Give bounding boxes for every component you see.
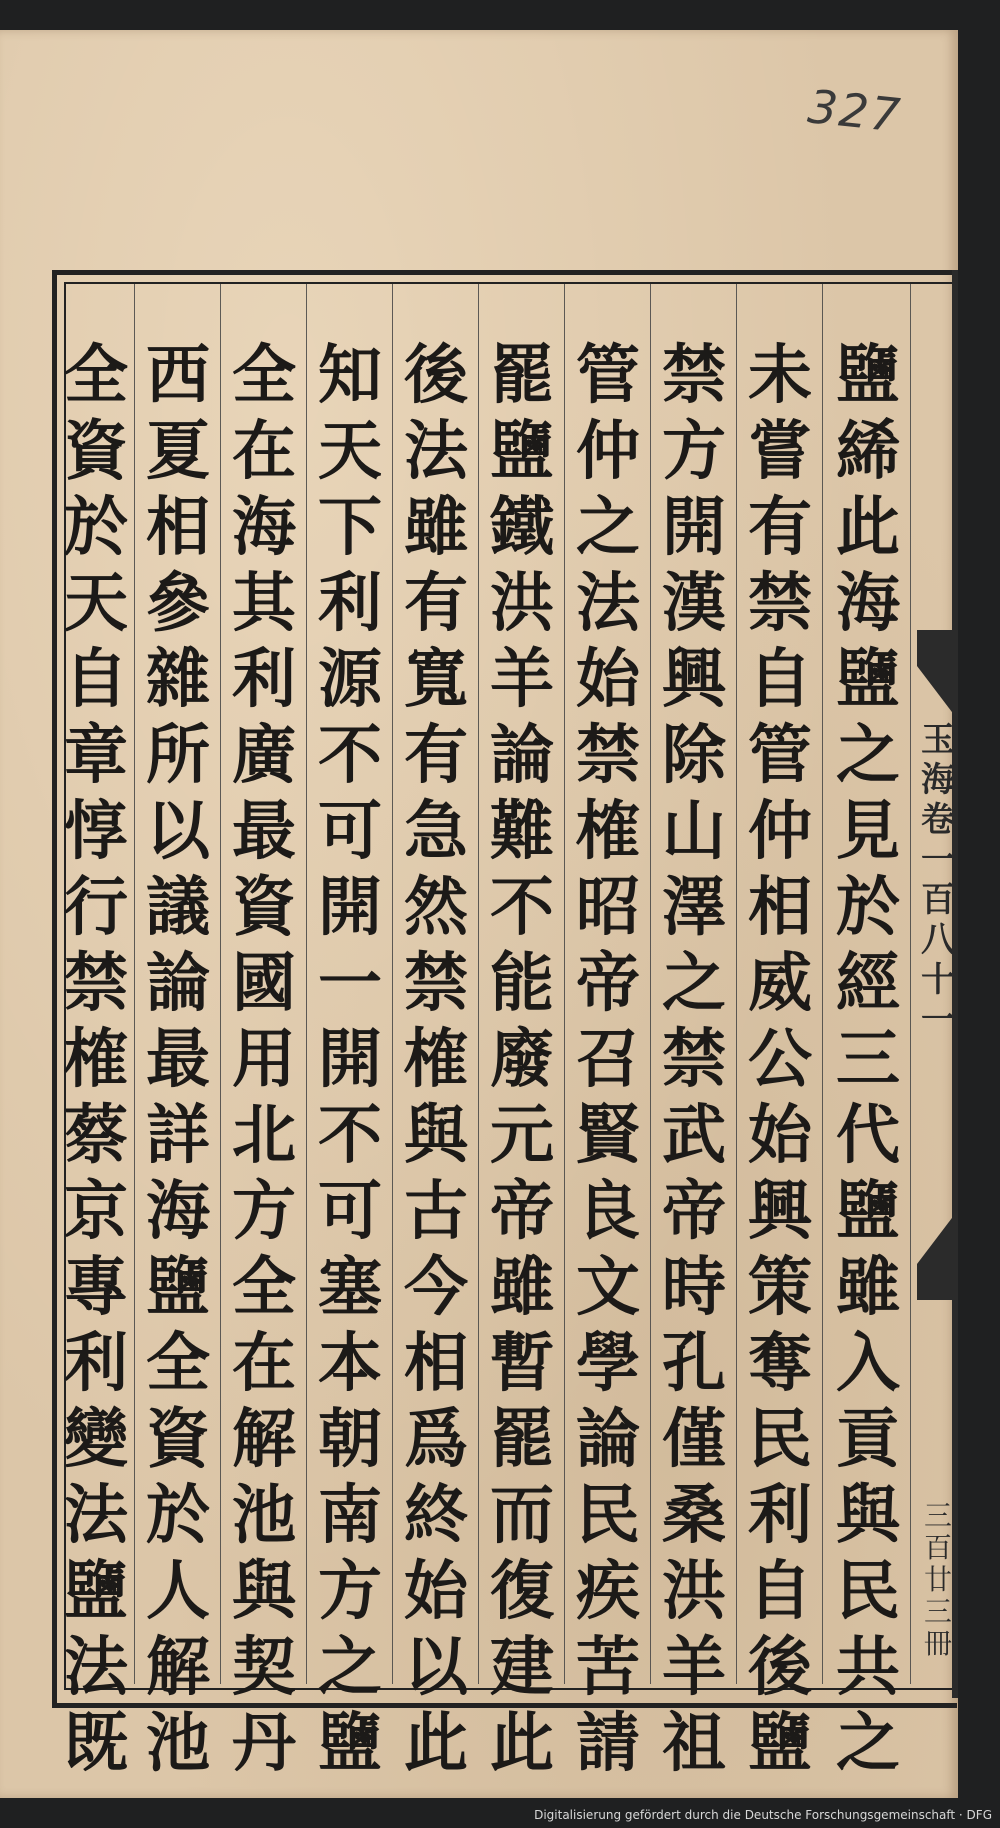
column-rule [650,284,651,1684]
column-rule [910,284,911,1684]
text-column-3: 禁 方 開 漢 興 除 山 澤 之 禁 武 帝 時 孔 僅 桑 洪 羊 祖 [662,338,726,1781]
column-rule [478,284,479,1684]
column-rule [134,284,135,1684]
text-column-8: 全 在 海 其 利 廣 最 資 國 用 北 方 全 在 解 池 與 契 丹 [232,338,296,1781]
text-column-9: 西 夏 相 參 雜 所 以 議 論 最 詳 海 鹽 全 資 於 人 解 池 [146,338,210,1781]
text-column-2: 未 嘗 有 禁 自 管 仲 相 威 公 始 興 策 奪 民 利 自 後 鹽 [748,338,812,1781]
column-rule [220,284,221,1684]
column-rule [822,284,823,1684]
text-column-5: 罷 鹽 鐵 洪 羊 論 難 不 能 廢 元 帝 雖 暫 罷 而 復 建 此 [490,338,554,1781]
text-column-1: 鹽 絺 此 海 鹽 之 見 於 經 三 代 鹽 雖 入 貢 與 民 共 之 [836,338,900,1781]
column-rule [306,284,307,1684]
column-rule [564,284,565,1684]
leaf-number: 三 百 廿 三 冊 [923,1499,952,1660]
text-column-6: 後 法 雖 有 寬 有 急 然 禁 榷 與 古 今 相 爲 終 始 以 此 [404,338,468,1781]
text-column-10: 全 資 於 天 自 章 惇 行 禁 榷 蔡 京 專 利 變 法 鹽 法 既 [64,338,128,1781]
digitization-credit: Digitalisierung gefördert durch die Deutsche Forschungsgemeinschaft · DFG [534,1808,992,1822]
text-column-7: 知 天 下 利 源 不 可 開 一 開 不 可 塞 本 朝 南 方 之 鹽 [318,338,382,1781]
band-title: 玉 海 卷 一 百 八 十 一 [921,720,955,1040]
column-rule [392,284,393,1684]
column-rule [736,284,737,1684]
handwritten-folio-number: 327 [805,79,905,143]
text-column-4: 管 仲 之 法 始 禁 榷 昭 帝 召 賢 良 文 學 論 民 疾 苦 請 [576,338,640,1781]
